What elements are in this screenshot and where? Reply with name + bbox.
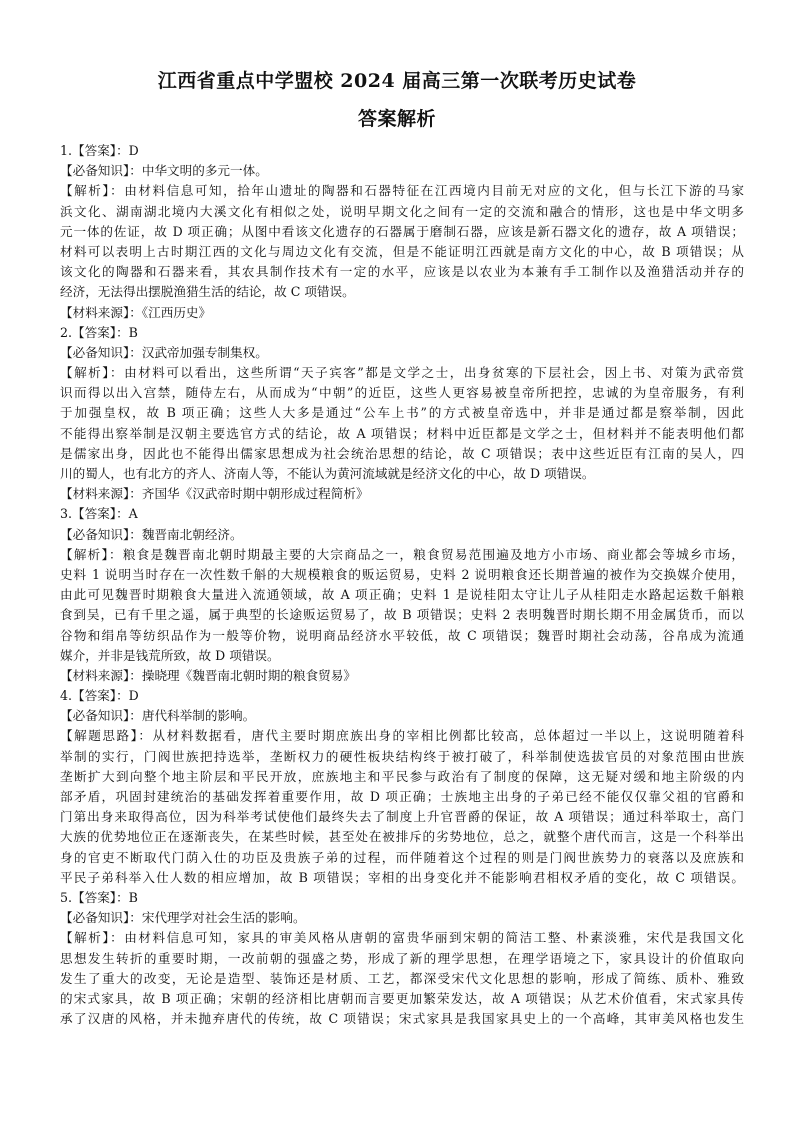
text-line: 食到吴，已有千里之遥，属于典型的长途贩运贸易了，故 B 项错误；史料 2 表明魏晋时期长期不用金属货币，而以: [60, 607, 744, 623]
text-line: 【解题思路】：从材料数据看，唐代主要时期庶族出身的宰相比例都比较高，总体超过一半以上，这说明随着科: [60, 728, 744, 744]
text-line: 材料可以表明上古时期江西的文化与周边文化有交流，但是不能证明江西就是南方文化的中心，故 B 项错误；从: [60, 243, 744, 259]
text-line: 识而得以出入宫禁，随侍左右，从而成为“中朝”的近臣，这些人更容易被皇帝所把控，忠诚的为皇帝服务，有利: [60, 385, 744, 401]
text-line: 史料 1 说明当时存在一次性数千斛的大规模粮食的贩运贸易，史料 2 说明粮食还长期普遍的被作为交换媒介使用，: [60, 566, 744, 582]
text-line: 谷物和绢帛等纺织品作为一般等价物，说明商品经济水平较低，故 C 项错误；魏晋时期社会动荡，谷帛成为流通: [60, 627, 744, 643]
text-line: 大族的优势地位正在逐渐丧失，在某些时候，甚至处在被排斥的劣势地位，总之，就整个唐代而言，这是一个科举出: [60, 829, 744, 845]
text-line: 【必备知识】：中华文明的多元一体。: [60, 163, 268, 179]
text-line: 【必备知识】：汉武帝加强专制集权。: [60, 344, 268, 360]
text-line: 【必备知识】：宋代理学对社会生活的影响。: [60, 910, 306, 926]
text-line: 不能得出察举制是汉朝主要选官方式的结论，故 A 项错误；材料中近臣都是文学之士，但材料并不能表明他们都: [60, 425, 744, 441]
text-line: 【解析】：由材料信息可知，家具的审美风格从唐朝的富贵华丽到宋朝的简洁工整、朴素淡雅，宋代是我国文化: [60, 930, 744, 946]
text-line: 【材料来源】：操晓理《魏晋南北朝时期的粮食贸易》: [60, 667, 356, 683]
text-line: 【解析】：由材料可以看出，这些所谓“天子宾客”都是文学之士，出身贫寒的下层社会，因上书、对策为武帝赏: [60, 365, 744, 381]
text-line: 【解析】：粮食是魏晋南北朝时期最主要的大宗商品之一，粮食贸易范围遍及地方小市场、商业都会等城乡市场，: [60, 546, 744, 562]
text-line: 平民子弟科举入仕人数的相应增加，故 B 项错误；宰相的出身变化并不能影响君相权矛盾的变化，故 C 项错误。: [60, 869, 744, 885]
text-line: 【材料来源】：齐国华《汉武帝时期中朝形成过程简析》: [60, 486, 369, 502]
text-line: 于加强皇权，故 B 项正确；这些人大多是通过“公车上书”的方式被皇帝选中，并非是通过都是察举制，因此: [60, 405, 744, 421]
text-line: 经济，无法得出摆脱渔猎生活的结论，故 C 项错误。: [60, 284, 355, 300]
text-line: 1.【答案】：D: [60, 143, 139, 158]
text-line: 【材料来源】：《江西历史》: [60, 304, 212, 320]
section-subtitle: 答案解析: [357, 108, 436, 130]
text-line: 5.【答案】：B: [60, 889, 138, 905]
text-line: 川的蜀人，也有北方的齐人、济南人等，不能认为黄河流域就是经济文化的中心，故 D 项错误。: [60, 466, 595, 481]
text-line: 由此可见魏晋时期粮食大量进入流通领域，故 A 项正确；史料 1 是说桂阳太守让儿子从桂阳走水路起运数千斛粮: [60, 587, 744, 603]
text-line: 该文化的陶器和石器来看，其农具制作技术有一定的水平，应该是以农业为本兼有手工制作以及渔猎活动并存的: [60, 264, 744, 280]
answer-body: [60, 141, 744, 1029]
exam-title: 江西省重点中学盟校 2024 届高三第一次联考历史试卷: [157, 70, 637, 92]
text-line: 承了汉唐的风格，并未抛弃唐代的传统，故 C 项错误；宋式家具是我国家具史上的一个高峰，其审美风格也发生: [60, 1011, 744, 1027]
text-line: 【解析】：由材料信息可知，拾年山遗址的陶器和石器特征在江西境内目前无对应的文化，但与长江下游的马家: [60, 183, 744, 199]
text-line: 2.【答案】：B: [60, 324, 138, 340]
text-line: 4.【答案】：D: [60, 688, 139, 704]
text-line: 元一体的佐证，故 D 项正确；从图中看该文化遗存的石器属于磨制石器，应该是新石器文化的遗存，故 A 项错误；: [60, 223, 744, 239]
text-line: 身的官吏不断取代门荫入仕的功臣及贵族子弟的过程，而伴随着这个过程的则是门阀世族势力的衰落以及庶族和: [60, 849, 744, 865]
text-line: 【必备知识】：魏晋南北朝经济。: [60, 526, 243, 542]
text-line: 发生了重大的改变，无论是造型、装饰还是材质、工艺，都深受宋代文化思想的影响，形成了简练、质朴、雅致: [60, 970, 744, 986]
text-line: 思想发生转折的重要时期，一改前朝的强盛之势，形成了新的理学思想，在理学语境之下，家具设计的价值取向: [60, 950, 744, 966]
text-line: 垄断扩大到向整个地主阶层和平民开放，庶族地主和平民参与政治有了制度的保障，这无疑对缓和地主阶级的内: [60, 768, 744, 784]
text-line: 门第出身来取得高位，因为科举考试使他们最终失去了制度上升官晋爵的保证，故 A 项错误；通过科举取士，高门: [60, 809, 744, 825]
text-line: 的宋式家具，故 B 项正确；宋朝的经济相比唐朝而言要更加繁荣发达，故 A 项错误；从艺术价值看，宋式家具传: [60, 990, 744, 1006]
text-line: 是儒家出身，因此也不能得出儒家思想成为社会统治思想的结论，故 C 项错误；表中这些近臣有江南的吴人，四: [60, 445, 744, 461]
text-line: 媒介，并非是钱荒所致，故 D 项错误。: [60, 647, 280, 663]
text-line: 【必备知识】：唐代科举制的影响。: [60, 708, 256, 724]
text-line: 部矛盾，巩固封建统治的基础发挥着重要作用，故 D 项正确；士族地主出身的子弟已经不能仅仅靠父祖的官爵和: [60, 789, 744, 804]
text-line: 浜文化、湖南湖北境内大溪文化有相似之处，说明早期文化之间有一定的交流和融合的情形，这也是中华文明多: [60, 203, 744, 219]
text-line: 举制的实行，门阀世族把持选举，垄断权力的硬性板块结构终于被打破了，科举制使选拔官员的对象范围由世族: [60, 748, 744, 764]
text-line: 3.【答案】：A: [60, 506, 138, 522]
